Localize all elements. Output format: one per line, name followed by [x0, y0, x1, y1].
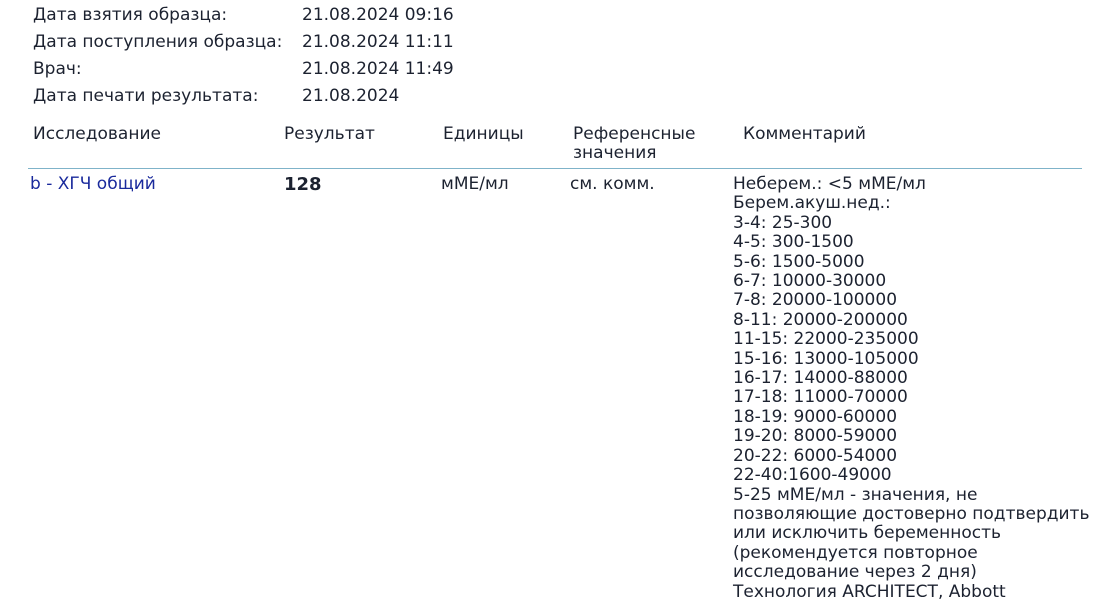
comment-line: 3-4: 25-300: [733, 212, 833, 233]
result-value: 128: [284, 174, 322, 195]
test-name-link[interactable]: b - ХГЧ общий: [30, 174, 156, 194]
comment-line: 7-8: 20000-100000: [733, 290, 898, 311]
meta-label: Врач:: [33, 59, 82, 79]
header-reference-line1: Референсные: [573, 124, 696, 144]
comment-line: 5-25 мМЕ/мл - значения, не: [733, 484, 978, 505]
comment-line: 18-19: 9000-60000: [733, 406, 898, 427]
meta-value: 21.08.2024 11:11: [302, 32, 454, 52]
meta-label: Дата поступления образца:: [33, 32, 283, 52]
comment-line: (рекомендуется повторное: [733, 542, 978, 563]
comment-line: 11-15: 22000-235000: [733, 329, 919, 350]
reference-value: см. комм.: [570, 174, 655, 194]
comment-line: 4-5: 300-1500: [733, 232, 854, 253]
header-comment: Комментарий: [743, 124, 866, 144]
comment-block: [733, 175, 1089, 602]
comment-line: 15-16: 13000-105000: [733, 348, 919, 369]
comment-line: 5-6: 1500-5000: [733, 251, 865, 272]
meta-value: 21.08.2024 09:16: [302, 5, 454, 25]
comment-line: 20-22: 6000-54000: [733, 445, 898, 466]
comment-line: 6-7: 10000-30000: [733, 271, 887, 292]
meta-value: 21.08.2024 11:49: [302, 59, 454, 79]
header-test: Исследование: [33, 124, 161, 144]
comment-line: 22-40:1600-49000: [733, 465, 892, 486]
comment-line: исследование через 2 дня): [733, 562, 977, 583]
meta-label: Дата печати результата:: [33, 86, 259, 106]
header-result: Результат: [284, 124, 375, 144]
header-reference-line2: значения: [573, 143, 657, 163]
comment-line: 16-17: 14000-88000: [733, 368, 908, 389]
meta-value: 21.08.2024: [302, 86, 400, 106]
meta-label: Дата взятия образца:: [33, 5, 228, 25]
comment-line: Технология ARCHITECT, Abbott: [733, 581, 1006, 602]
comment-line: 17-18: 11000-70000: [733, 387, 908, 408]
units-value: мМЕ/мл: [441, 174, 509, 194]
comment-line: Неберем.: <5 мМЕ/мл: [733, 174, 926, 194]
header-units: Единицы: [443, 124, 524, 144]
comment-line: или исключить беременность: [733, 523, 1001, 544]
header-reference: [573, 125, 695, 163]
comment-line: 8-11: 20000-200000: [733, 309, 908, 330]
header-divider: [28, 168, 1082, 169]
comment-line: Берем.акуш.нед.:: [733, 193, 891, 214]
comment-line: позволяющие достоверно подтвердить: [733, 503, 1090, 524]
comment-line: 19-20: 8000-59000: [733, 426, 898, 447]
